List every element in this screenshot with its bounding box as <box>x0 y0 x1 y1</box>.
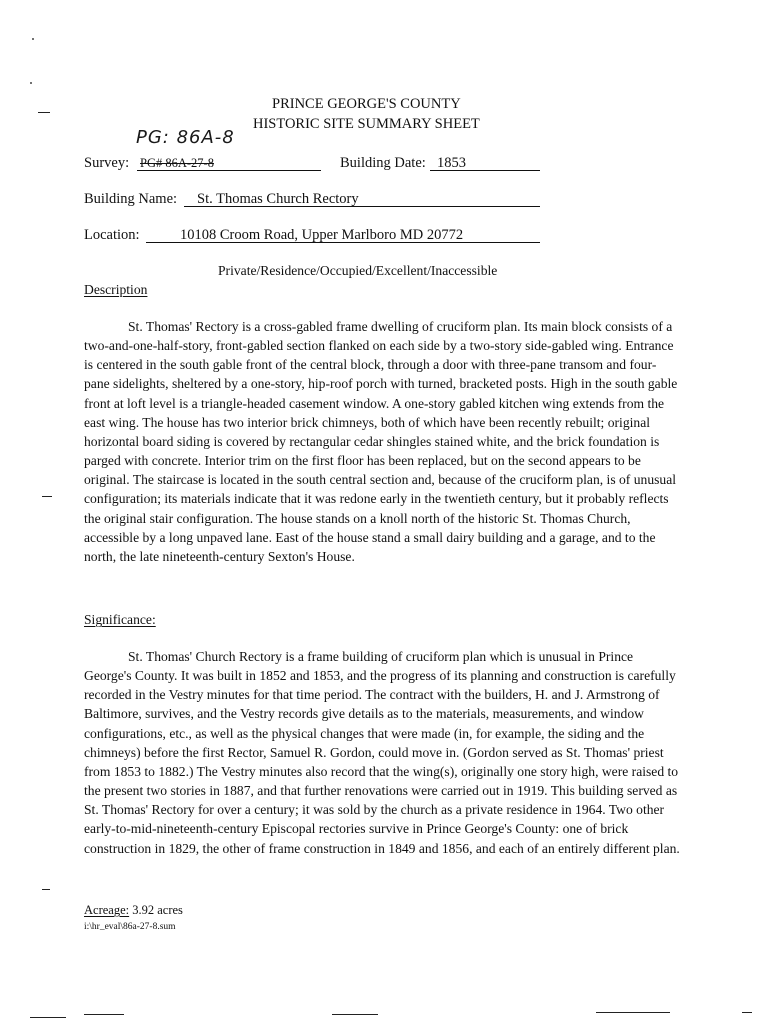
bottom-scan-line <box>742 1012 752 1013</box>
description-body <box>84 317 682 566</box>
survey-underline <box>137 170 321 171</box>
bottom-scan-line <box>84 1014 124 1015</box>
scan-speck <box>32 38 34 40</box>
building-name-underline <box>184 206 540 207</box>
sheet-title: HISTORIC SITE SUMMARY SHEET <box>253 116 480 132</box>
file-path: i:\hr_eval\86a-27-8.sum <box>84 922 176 932</box>
bottom-scan-line <box>30 1017 66 1018</box>
significance-body <box>84 647 682 858</box>
building-name-value: St. Thomas Church Rectory <box>197 191 359 207</box>
building-name-label: Building Name: <box>84 191 178 207</box>
building-date-underline <box>430 170 540 171</box>
handwritten-site-number: PG: 86A-8 <box>136 127 235 148</box>
survey-label: Survey: <box>84 155 130 171</box>
property-status-line: Private/Residence/Occupied/Excellent/Inaccessible <box>218 263 498 278</box>
location-label: Location: <box>84 227 140 243</box>
margin-mark <box>38 112 50 113</box>
location-underline <box>146 242 540 243</box>
significance-paragraph: St. Thomas' Church Rectory is a frame building of cruciform plan which is unusual in Prince George's County. It was built in 1852 and 1853, and the progress of its planning and construction is carefully recorded in the Vestry minutes for that time period. The contract with the builders, H. and J. Armstrong of Baltimore, survives, and the Vestry records give details as to the materials, measurements, and window configurations, etc., as well as the physical changes that were made (in, for example, the siding and the chimneys) before the first Rector, Samuel R. Gordon, could move in. (Gordon served as St. Thomas' priest from 1853 to 1882.) The Vestry minutes also record that the wing(s), originally one story high, were raised to the present two stories in 1887, and that further renovations were carried out in 1919. This building served as St. Thomas' Rectory for over a century; it was sold by the church as a private residence in 1964. Two other early-to-mid-nineteenth-century Episcopal rectories survive in Prince George's County: one of brick construction in 1829, the other of frame construction in 1849 and 1856, and each of an entirely different plan. <box>84 649 680 856</box>
bottom-scan-line <box>332 1014 378 1015</box>
margin-mark <box>42 496 52 497</box>
scan-speck <box>30 82 32 84</box>
acreage-value: 3.92 acres <box>132 903 183 917</box>
margin-mark <box>42 889 50 890</box>
acreage-label: Acreage: <box>84 903 130 917</box>
building-date-label: Building Date: <box>340 155 426 171</box>
significance-heading: Significance: <box>84 612 156 627</box>
building-date-value: 1853 <box>437 155 466 171</box>
location-value: 10108 Croom Road, Upper Marlboro MD 20772 <box>180 227 464 243</box>
acreage-line <box>84 903 183 918</box>
county-title: PRINCE GEORGE'S COUNTY <box>272 96 461 112</box>
survey-value: PG# 86A-27-8 <box>140 156 214 170</box>
bottom-scan-line <box>596 1012 670 1013</box>
description-paragraph: St. Thomas' Rectory is a cross-gabled frame dwelling of cruciform plan. Its main block consists of a two-and-one-half-story, front-gabled section flanked on each side by a two-story side-gabled wing. Entrance is centered in the south gable front of the central block, through a door with three-pane transom and four-pane sidelights, sheltered by a one-story, hip-roof porch with turned, bracketed posts. High in the south gable front at loft level is a triangle-headed casement window. A one-story gabled kitchen wing extends from the east wing. The house has two interior brick chimneys, both of which have been recently rebuilt; original horizontal board siding is covered by rectangular cedar shingles stained white, and the brick foundation is parged with concrete. Interior trim on the first floor has been replaced, but on the second appears to be original. The staircase is located in the south central section and, because of the cruciform plan, is of unusual configuration; its materials indicate that it was redone early in the twentieth century, but it probably reflects the original stair configuration. The house stands on a knoll north of the historic St. Thomas Church, accessible by a long unpaved lane. East of the house stand a small dairy building and a garage, and to the north, the late nineteenth-century Sexton's House. <box>84 319 678 564</box>
description-heading: Description <box>84 282 148 297</box>
